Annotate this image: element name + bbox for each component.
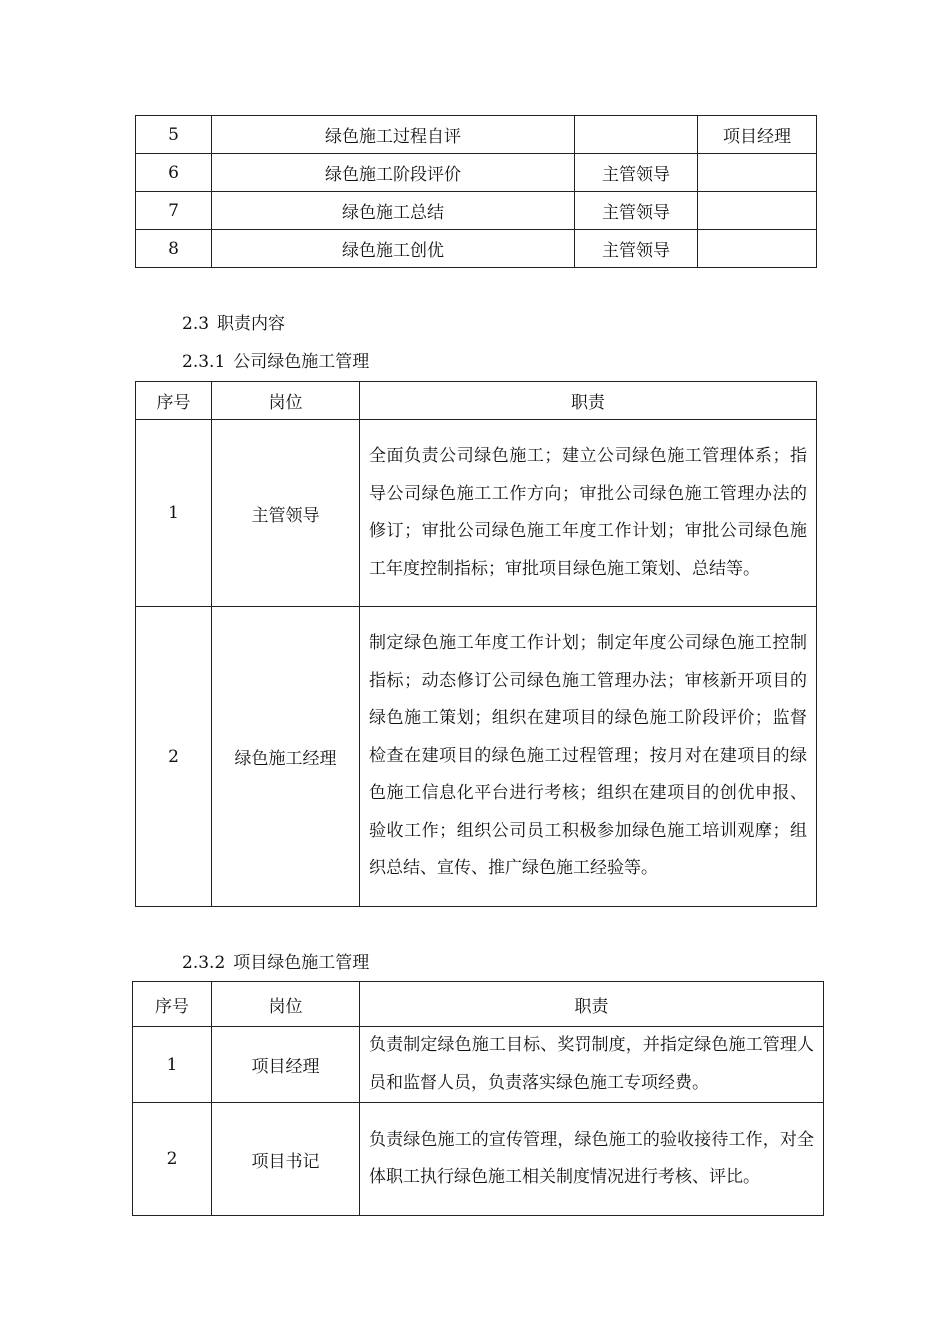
section-heading-2-3-2 [182, 952, 369, 974]
post-cell: 绿色施工经理 [212, 607, 360, 907]
row-number: 1 [133, 1027, 212, 1103]
row-number: 1 [136, 420, 212, 607]
table-row [136, 420, 817, 607]
row-number: 8 [136, 230, 212, 268]
task-item: 绿色施工总结 [212, 192, 575, 230]
header-no: 序号 [136, 382, 212, 420]
responsible-cell: 项目经理 [698, 116, 817, 154]
responsible-cell [575, 116, 698, 154]
header-post: 岗位 [212, 382, 360, 420]
section-title: 职责内容 [217, 314, 286, 334]
header-post: 岗位 [212, 982, 360, 1027]
project-duty-table [132, 981, 824, 1216]
responsible-cell [698, 230, 817, 268]
table-header-row [136, 382, 817, 420]
section-heading-2-3-1 [182, 351, 369, 373]
responsible-cell: 主管领导 [575, 192, 698, 230]
table-row [136, 154, 817, 192]
row-number: 6 [136, 154, 212, 192]
duty-cell: 负责制定绿色施工目标、奖罚制度，并指定绿色施工管理人员和监督人员，负责落实绿色施工专项经费。 [360, 1027, 824, 1103]
row-number: 2 [136, 607, 212, 907]
table-header-row [133, 982, 824, 1027]
table-row [136, 116, 817, 154]
responsible-cell [698, 154, 817, 192]
header-duty: 职责 [360, 982, 824, 1027]
header-duty: 职责 [360, 382, 817, 420]
table-row [136, 192, 817, 230]
section-title: 公司绿色施工管理 [233, 352, 370, 372]
task-item: 绿色施工过程自评 [212, 116, 575, 154]
duty-cell: 负责绿色施工的宣传管理，绿色施工的验收接待工作，对全体职工执行绿色施工相关制度情况进行考核、评比。 [360, 1103, 824, 1216]
duty-cell: 全面负责公司绿色施工；建立公司绿色施工管理体系；指导公司绿色施工工作方向；审批公司绿色施工管理办法的修订；审批公司绿色施工年度工作计划；审批公司绿色施工年度控制指标；审批项目绿色施工策划、总结等。 [360, 420, 817, 607]
header-no: 序号 [133, 982, 212, 1027]
task-item: 绿色施工阶段评价 [212, 154, 575, 192]
duty-cell: 制定绿色施工年度工作计划；制定年度公司绿色施工控制指标；动态修订公司绿色施工管理办法；审核新开项目的绿色施工策划；组织在建项目的绿色施工阶段评价；监督检查在建项目的绿色施工过程管理；按月对在建项目的绿色施工信息化平台进行考核；组织在建项目的创优申报、验收工作；组织公司员工积极参加绿色施工培训观摩；组织总结、宣传、推广绿色施工经验等。 [360, 607, 817, 907]
task-item: 绿色施工创优 [212, 230, 575, 268]
company-duty-table [135, 381, 817, 907]
post-cell: 主管领导 [212, 420, 360, 607]
section-number: 2.3 [182, 314, 210, 334]
row-number: 2 [133, 1103, 212, 1216]
section-number: 2.3.1 [182, 352, 226, 372]
post-cell: 项目经理 [212, 1027, 360, 1103]
responsible-cell: 主管领导 [575, 230, 698, 268]
responsible-cell: 主管领导 [575, 154, 698, 192]
section-title: 项目绿色施工管理 [233, 953, 370, 973]
section-number: 2.3.2 [182, 953, 226, 973]
table-row [133, 1103, 824, 1216]
post-cell: 项目书记 [212, 1103, 360, 1216]
row-number: 5 [136, 116, 212, 154]
table-row [136, 230, 817, 268]
section-heading-2-3 [182, 313, 285, 335]
table-row [136, 607, 817, 907]
task-table [135, 115, 817, 268]
responsible-cell [698, 192, 817, 230]
row-number: 7 [136, 192, 212, 230]
table-row [133, 1027, 824, 1103]
